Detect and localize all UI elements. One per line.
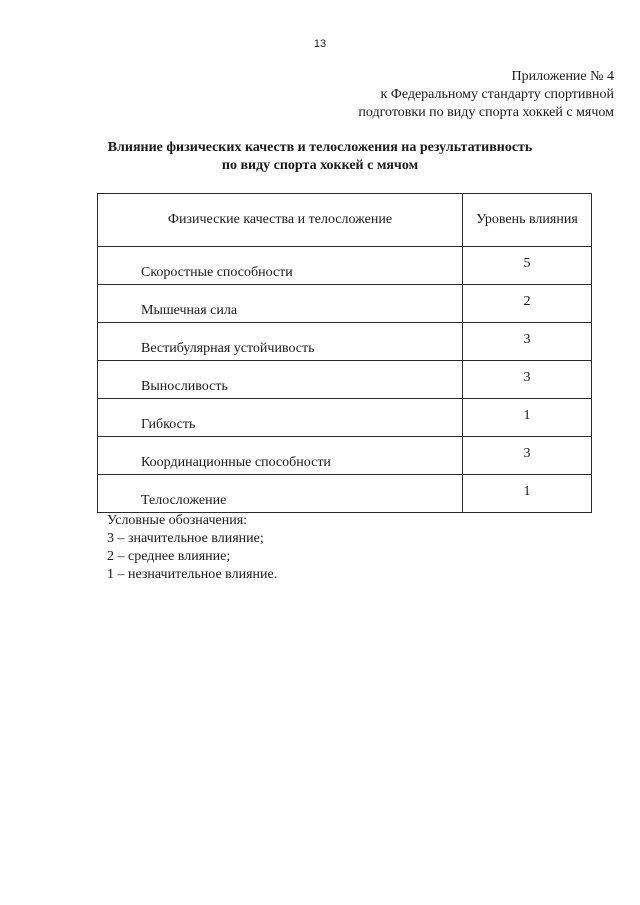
table-row	[98, 247, 592, 285]
level-cell: 3	[463, 361, 592, 399]
level-cell: 5	[463, 247, 592, 285]
table-row	[98, 323, 592, 361]
title-line-1: Влияние физических качеств и телосложения на результативность	[107, 140, 533, 155]
legend-item: 3 – значительное влияние;	[107, 531, 264, 546]
quality-cell: Телосложение	[98, 475, 463, 513]
table-row	[98, 437, 592, 475]
quality-cell: Координационные способности	[98, 437, 463, 475]
level-cell: 3	[463, 437, 592, 475]
page-number: 13	[313, 38, 327, 50]
table-row	[98, 285, 592, 323]
quality-cell: Выносливость	[98, 361, 463, 399]
table-row	[98, 475, 592, 513]
quality-cell: Скоростные способности	[98, 247, 463, 285]
quality-cell: Вестибулярная устойчивость	[98, 323, 463, 361]
quality-cell: Мышечная сила	[98, 285, 463, 323]
title-line-2: по виду спорта хоккей с мячом	[221, 158, 419, 173]
document-title	[0, 139, 640, 175]
table-row	[98, 361, 592, 399]
header-quality: Физические качества и телосложение	[98, 194, 463, 247]
table-row	[98, 399, 592, 437]
appendix-header	[358, 68, 614, 122]
table-header-row	[98, 194, 592, 247]
legend-heading: Условные обозначения:	[107, 513, 248, 528]
legend-item: 1 – незначительное влияние.	[107, 567, 278, 582]
level-cell: 3	[463, 323, 592, 361]
appendix-line-3: подготовки по виду спорта хоккей с мячом	[358, 105, 614, 120]
legend-item: 2 – среднее влияние;	[107, 549, 231, 564]
quality-cell: Гибкость	[98, 399, 463, 437]
appendix-line-2: к Федеральному стандарту спортивной	[380, 87, 614, 102]
header-level: Уровень влияния	[463, 194, 592, 247]
appendix-line-1: Приложение № 4	[511, 69, 614, 84]
legend	[107, 512, 277, 584]
level-cell: 2	[463, 285, 592, 323]
level-cell: 1	[463, 399, 592, 437]
impact-table	[97, 193, 592, 513]
level-cell: 1	[463, 475, 592, 513]
